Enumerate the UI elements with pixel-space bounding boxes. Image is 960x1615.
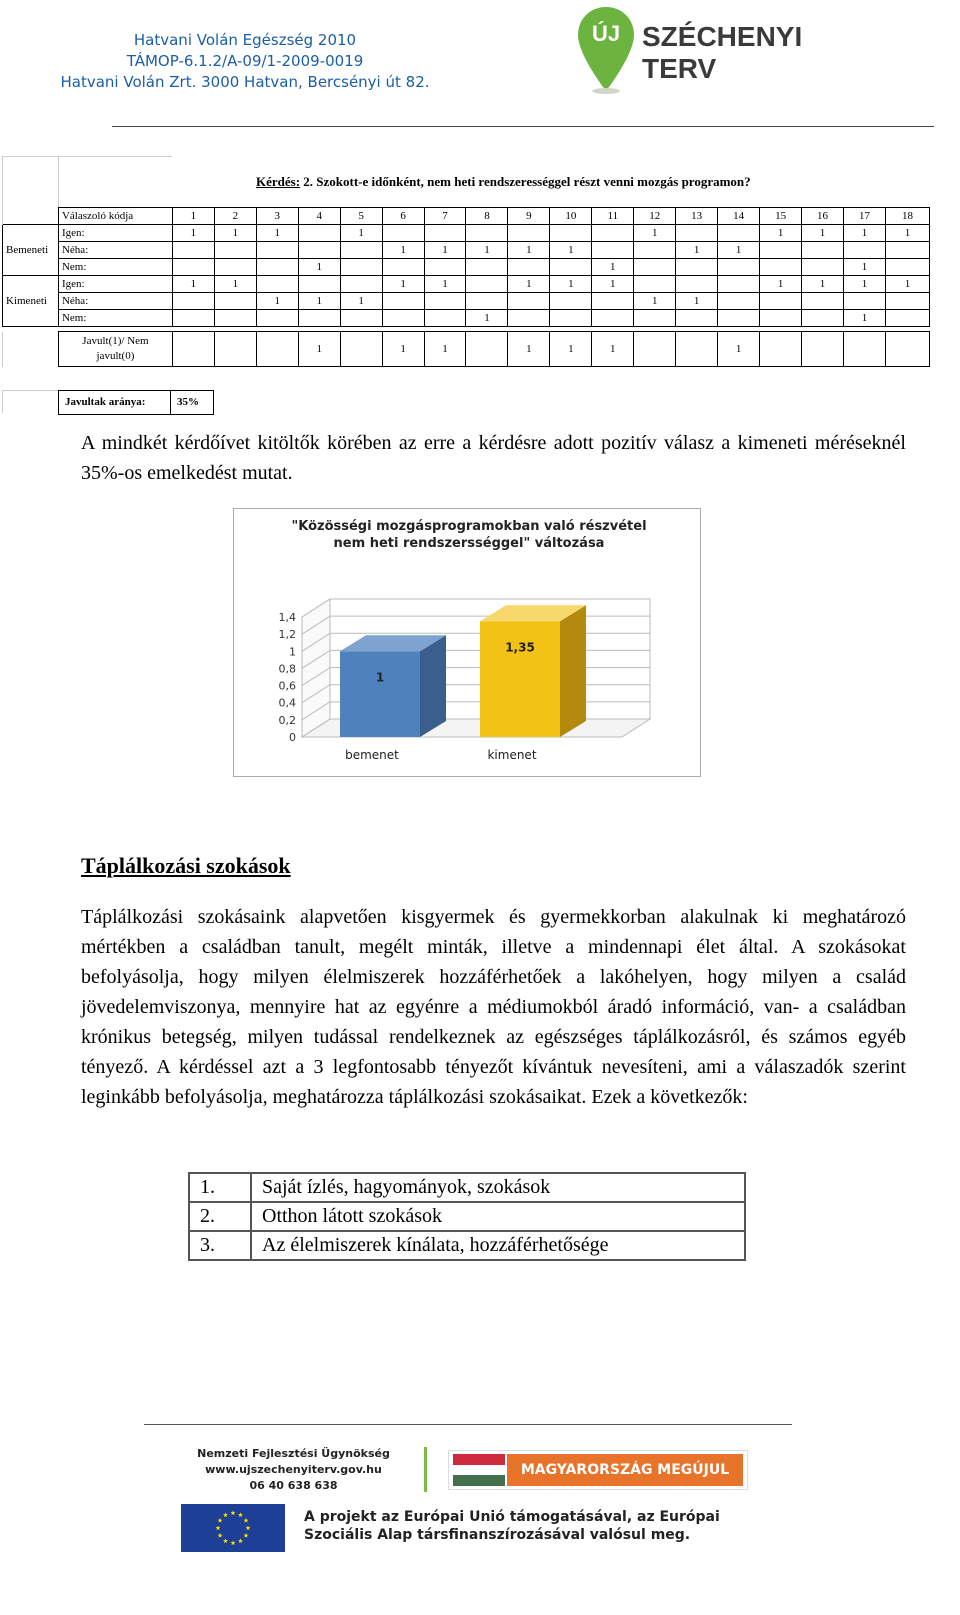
ratio-box: [58, 390, 214, 415]
y-tick-label: 0,2: [278, 713, 296, 727]
answer-cell: [550, 293, 592, 310]
factor-text: Otthon látott szokások: [251, 1202, 745, 1231]
answer-cell: [802, 242, 844, 259]
y-tick-label: 0,4: [278, 696, 296, 710]
header-line-3: Hatvani Volán Zrt. 3000 Hatvan, Bercsényi út 82.: [60, 73, 430, 91]
answer-cell: [298, 242, 340, 259]
javult-cell: [844, 332, 886, 367]
javult-cell: [634, 332, 676, 367]
answer-cell: [634, 242, 676, 259]
ratio-label: Javultak aránya:: [59, 391, 171, 414]
project-header: [60, 30, 430, 93]
answer-label: Néha:: [58, 293, 172, 310]
answer-cell: [256, 259, 298, 276]
answer-cell: 1: [844, 310, 886, 327]
answer-cell: 1: [424, 242, 466, 259]
survey-table: [2, 207, 930, 367]
answer-cell: 1: [760, 276, 802, 293]
answer-cell: 1: [844, 225, 886, 242]
answer-cell: [634, 276, 676, 293]
answer-cell: 1: [340, 225, 382, 242]
answer-cell: [340, 276, 382, 293]
respondent-code: 11: [592, 208, 634, 225]
respondent-code: 9: [508, 208, 550, 225]
answer-cell: [592, 293, 634, 310]
answer-cell: [256, 242, 298, 259]
section-title: Táplálkozási szokások: [81, 853, 291, 878]
answer-cell: [424, 293, 466, 310]
factors-table: [188, 1172, 746, 1261]
answer-cell: [718, 293, 760, 310]
logo-badge: ÚJ: [591, 21, 621, 46]
table-header-row: [3, 208, 930, 225]
ratio-frame-left: [2, 390, 58, 413]
footer-divider: [144, 1424, 792, 1425]
factor-row: [189, 1173, 745, 1202]
chart-side-wall: [302, 599, 330, 737]
answer-cell: 1: [760, 225, 802, 242]
answer-cell: [676, 276, 718, 293]
header-line-2: TÁMOP-6.1.2/A-09/1-2009-0019: [126, 52, 364, 70]
survey-question: [256, 174, 751, 190]
table-row: [3, 225, 930, 242]
footer-eu-text: [304, 1508, 764, 1544]
bar-chart: [234, 509, 700, 776]
answer-cell: 1: [802, 225, 844, 242]
table-row: [3, 259, 930, 276]
answer-cell: [214, 293, 256, 310]
javult-cell: 1: [508, 332, 550, 367]
answer-cell: [424, 310, 466, 327]
answer-label: Igen:: [58, 276, 172, 293]
factor-number: 2.: [189, 1202, 251, 1231]
group-label: Bemeneti: [3, 225, 59, 276]
answer-cell: [508, 225, 550, 242]
table-blank-cell: [3, 332, 59, 367]
answer-cell: [340, 242, 382, 259]
javult-cell: 1: [718, 332, 760, 367]
answer-cell: [508, 293, 550, 310]
answer-cell: [676, 259, 718, 276]
answer-cell: 1: [298, 293, 340, 310]
bar: [480, 621, 560, 737]
x-category-label: kimenet: [487, 748, 537, 762]
body-paragraph: Táplálkozási szokásaink alapvetően kisgyermek és gyermekkorban alakulnak ki meghatározó mértékben a családban tanult, megélt minták, illetve a mindennapi élet által. A szokásokat befolyásolja, hogy milyen élelmiszerek hozzáférhetőek a lakóhelyen, hogy milyen a család jövedelemviszonya, mennyire hat az egyénre a médiumokból áradó információ, van- a családban krónikus betegség, milyen tudással rendelkeznek az egészséges táplálkozásról, és számos egyéb tényező. A kérdéssel azt a 3 legfontosabb tényezőt kívántuk nevesíteni, ami a válaszadók szerint leginkább befolyásolja, meghatározza táplálkozási szokásaikat. Ezek a következők:: [81, 906, 906, 1108]
answer-cell: [885, 259, 929, 276]
y-tick-label: 1,2: [278, 628, 296, 642]
answer-cell: 1: [592, 259, 634, 276]
factor-number: 3.: [189, 1231, 251, 1260]
respondent-code: 3: [256, 208, 298, 225]
respondent-code: 8: [466, 208, 508, 225]
respondent-code: 12: [634, 208, 676, 225]
answer-cell: [760, 242, 802, 259]
szechenyi-terv-logo: [576, 5, 876, 97]
answer-cell: [172, 242, 214, 259]
answer-cell: 1: [256, 293, 298, 310]
question-label: Kérdés:: [256, 174, 301, 189]
respondent-code: 6: [382, 208, 424, 225]
answer-label: Néha:: [58, 242, 172, 259]
respondent-code: 2: [214, 208, 256, 225]
answer-cell: [760, 293, 802, 310]
eu-flag-icon: [181, 1504, 285, 1552]
agency-phone: 06 40 638 638: [249, 1479, 338, 1492]
answer-cell: [424, 225, 466, 242]
answer-cell: [424, 259, 466, 276]
answer-cell: [214, 242, 256, 259]
y-tick-label: 0,8: [278, 662, 296, 676]
respondent-code: 7: [424, 208, 466, 225]
javult-cell: [802, 332, 844, 367]
answer-cell: [718, 225, 760, 242]
respondent-code: 4: [298, 208, 340, 225]
answer-cell: [634, 310, 676, 327]
respondent-code: 15: [760, 208, 802, 225]
y-tick-label: 0,6: [278, 679, 296, 693]
answer-cell: 1: [172, 276, 214, 293]
question-text: 2. Szokott-e időnként, nem heti rendszerességgel részt venni mozgás programon?: [303, 174, 751, 189]
javult-cell: [676, 332, 718, 367]
answer-cell: [592, 242, 634, 259]
hungary-banner: [448, 1450, 748, 1490]
answer-cell: [382, 310, 424, 327]
hungary-flag-icon: [453, 1454, 505, 1486]
javult-cell: [214, 332, 256, 367]
answer-cell: [382, 259, 424, 276]
javult-cell: [172, 332, 214, 367]
answer-label: Igen:: [58, 225, 172, 242]
answer-cell: 1: [382, 242, 424, 259]
bar-side: [560, 605, 586, 737]
eu-text-line-1: A projekt az Európai Unió támogatásával, az Európai: [304, 1509, 720, 1525]
answer-cell: 1: [340, 293, 382, 310]
answer-cell: [382, 293, 424, 310]
answer-cell: [256, 310, 298, 327]
bar-value-label: 1,35: [505, 640, 535, 655]
respondent-code: 1: [172, 208, 214, 225]
bar: [340, 651, 420, 737]
bar-value-label: 1: [375, 670, 385, 685]
respondent-code: 18: [885, 208, 929, 225]
answer-cell: [466, 276, 508, 293]
answer-cell: [256, 276, 298, 293]
answer-cell: 1: [676, 293, 718, 310]
table-frame-mid: [58, 156, 59, 208]
answer-cell: [508, 259, 550, 276]
answer-cell: [885, 293, 929, 310]
javult-label: Javult(1)/ Nem javult(0): [58, 332, 172, 367]
agency-url: www.ujszechenyiterv.gov.hu: [205, 1463, 382, 1476]
factor-text: Saját ízlés, hagyományok, szokások: [251, 1173, 745, 1202]
table-row: [3, 276, 930, 293]
answer-cell: [382, 225, 424, 242]
chart-title: "Közösségi mozgásprogramokban való részvétel nem heti rendszersséggel" változása: [291, 519, 647, 551]
answer-cell: [550, 225, 592, 242]
answer-cell: [172, 310, 214, 327]
table-frame-top: [2, 156, 172, 157]
respondent-code: 13: [676, 208, 718, 225]
table-row: [3, 242, 930, 259]
agency-name: Nemzeti Fejlesztési Ügynökség: [197, 1447, 390, 1460]
answer-cell: [592, 310, 634, 327]
answer-cell: [718, 310, 760, 327]
answer-cell: [760, 259, 802, 276]
answer-cell: 1: [256, 225, 298, 242]
factor-row: [189, 1202, 745, 1231]
summary-paragraph: A mindkét kérdőívet kitöltők körében az erre a kérdésre adott pozitív válasz a kimeneti méréseknél 35%-os emelkedést mutat.: [81, 432, 906, 484]
factor-row: [189, 1231, 745, 1260]
javult-cell: 1: [298, 332, 340, 367]
answer-cell: [508, 310, 550, 327]
factor-number: 1.: [189, 1173, 251, 1202]
answer-cell: [844, 242, 886, 259]
banner-label: MAGYARORSZÁG MEGÚJUL: [507, 1454, 743, 1486]
answer-cell: [340, 310, 382, 327]
answer-cell: [802, 259, 844, 276]
answer-cell: 1: [885, 225, 929, 242]
answer-cell: 1: [508, 242, 550, 259]
respondent-code: 16: [802, 208, 844, 225]
respondent-code: 5: [340, 208, 382, 225]
javult-cell: [256, 332, 298, 367]
chart-frame: [233, 508, 701, 777]
answer-cell: [466, 293, 508, 310]
answer-cell: 1: [802, 276, 844, 293]
bar-side: [420, 635, 446, 737]
answer-cell: 1: [885, 276, 929, 293]
table-frame-left: [2, 156, 3, 208]
answer-cell: [885, 242, 929, 259]
javult-cell: [466, 332, 508, 367]
answer-cell: [214, 310, 256, 327]
respondent-code: 14: [718, 208, 760, 225]
answer-cell: 1: [508, 276, 550, 293]
header-divider: [112, 126, 934, 127]
answer-cell: [214, 259, 256, 276]
table-blank-cell: [3, 208, 59, 225]
answer-cell: [634, 259, 676, 276]
answer-cell: [298, 276, 340, 293]
javult-row: [3, 332, 930, 367]
answer-cell: 1: [214, 225, 256, 242]
footer-separator: [424, 1447, 427, 1492]
answer-cell: [760, 310, 802, 327]
answer-cell: [885, 310, 929, 327]
answer-cell: 1: [844, 259, 886, 276]
table-row: [3, 310, 930, 327]
x-category-label: bemenet: [345, 748, 399, 762]
answer-cell: [550, 310, 592, 327]
answer-cell: [466, 259, 508, 276]
answer-cell: [466, 225, 508, 242]
answer-cell: [298, 225, 340, 242]
javult-cell: [340, 332, 382, 367]
javult-cell: 1: [550, 332, 592, 367]
answer-cell: 1: [172, 225, 214, 242]
answer-cell: [718, 276, 760, 293]
javult-cell: 1: [382, 332, 424, 367]
answer-cell: 1: [718, 242, 760, 259]
answer-cell: 1: [382, 276, 424, 293]
answer-cell: 1: [844, 276, 886, 293]
table-row: [3, 293, 930, 310]
answer-cell: [172, 293, 214, 310]
answer-cell: 1: [634, 293, 676, 310]
answer-cell: 1: [298, 259, 340, 276]
answer-cell: [802, 293, 844, 310]
answer-cell: 1: [634, 225, 676, 242]
answer-cell: [172, 259, 214, 276]
answer-cell: [718, 259, 760, 276]
respondent-code: 10: [550, 208, 592, 225]
answer-cell: [592, 225, 634, 242]
answer-cell: [550, 259, 592, 276]
javult-cell: [885, 332, 929, 367]
answer-cell: 1: [424, 276, 466, 293]
eu-text-line-2: Szociális Alap társfinanszírozásával valósul meg.: [304, 1527, 691, 1543]
factor-text: Az élelmiszerek kínálata, hozzáférhetősége: [251, 1231, 745, 1260]
javult-cell: 1: [424, 332, 466, 367]
answer-label: Nem:: [58, 259, 172, 276]
footer-agency: [181, 1446, 406, 1494]
answer-cell: [340, 259, 382, 276]
javult-cell: [760, 332, 802, 367]
respondent-code: 17: [844, 208, 886, 225]
answer-cell: 1: [592, 276, 634, 293]
answer-label: Nem:: [58, 310, 172, 327]
answer-cell: 1: [550, 242, 592, 259]
location-pin-icon: [576, 5, 636, 95]
group-label: Kimeneti: [3, 276, 59, 327]
header-line-1: Hatvani Volán Egészség 2010: [133, 31, 357, 49]
answer-cell: 1: [214, 276, 256, 293]
answer-cell: 1: [466, 310, 508, 327]
answer-cell: 1: [466, 242, 508, 259]
y-tick-label: 0: [289, 731, 296, 744]
answer-cell: [676, 310, 718, 327]
answer-cell: [844, 293, 886, 310]
answer-cell: [802, 310, 844, 327]
respondent-label: Válaszoló kódja: [58, 208, 172, 225]
answer-cell: [676, 225, 718, 242]
y-tick-label: 1,4: [278, 611, 296, 624]
y-tick-label: 1: [289, 645, 296, 659]
answer-cell: [298, 310, 340, 327]
javult-cell: 1: [592, 332, 634, 367]
ratio-value: 35%: [177, 396, 199, 408]
logo-text: SZÉCHENYI TERV: [642, 21, 803, 84]
answer-cell: 1: [676, 242, 718, 259]
answer-cell: 1: [550, 276, 592, 293]
